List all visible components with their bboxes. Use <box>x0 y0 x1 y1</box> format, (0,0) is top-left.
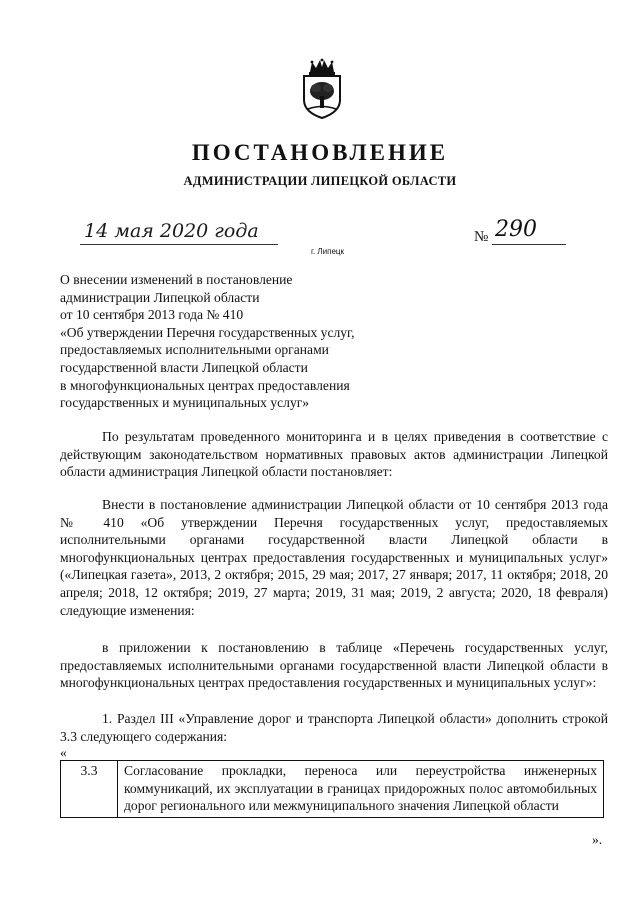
table-cell-text: Согласование прокладки, переноса или переустройства инженерных коммуникаций, их эксплуатации в границах придорожных полос автомобильных дорог регионального или межмуниципального значения Липецкой области <box>118 761 604 818</box>
opening-quote: « <box>60 745 67 760</box>
heading-line: в многофункциональных центрах предоставления <box>60 377 350 393</box>
coat-of-arms-emblem-icon <box>298 58 346 120</box>
handwritten-date: 14 мая 2020 года <box>84 220 259 242</box>
heading-line: государственных и муниципальных услуг» <box>60 395 310 411</box>
body-paragraph: По результатам проведенного мониторинга и в целях приведения в соответствие с действующим законодательством нормативных правовых актов администрации Липецкой области администрация Липецкой области постановляет: <box>60 429 608 480</box>
body-paragraph: в приложении к постановлению в таблице «Перечень государственных услуг, предоставляемых исполнительными органами государственной власти Липецкой области в многофункциональных центрах предоставления государственных и муниципальных услуг»: <box>60 640 608 691</box>
city-label: г. Липецк <box>311 247 344 256</box>
heading-line: администрации Липецкой области <box>60 289 260 305</box>
closing-quote: ». <box>592 832 603 847</box>
services-table <box>60 760 604 818</box>
heading-line: от 10 сентября 2013 года № 410 <box>60 307 244 323</box>
heading-line: государственной власти Липецкой области <box>60 359 308 375</box>
heading-line: «Об утверждении Перечня государственных услуг, <box>60 324 355 340</box>
number-label: № <box>474 229 489 245</box>
document-title: ПОСТАНОВЛЕНИЕ <box>191 140 449 165</box>
handwritten-number: 290 <box>495 217 537 242</box>
number-underline <box>492 244 566 245</box>
document-subtitle: АДМИНИСТРАЦИИ ЛИПЕЦКОЙ ОБЛАСТИ <box>183 174 457 188</box>
date-underline <box>80 244 278 245</box>
heading-line: предоставляемых исполнительными органами <box>60 342 329 358</box>
table-row <box>61 761 604 818</box>
body-paragraph: Внести в постановление администрации Липецкой области от 10 сентября 2013 года № 410 «Об утверждении Перечня государственных услуг, предоставляемых исполнительными органами государственной власти Липецкой области в многофункциональных центрах предоставления государственных и муниципальных услуг» («Липецкая газета», 2013, 2 октября; 2015, 29 мая; 2017, 27 января; 2017, 11 октября; 2018, 20 апреля; 2018, 12 октября; 2019, 27 марта; 2019, 31 мая; 2019, 2 августа; 2020, 18 февраля) следующие изменения: <box>60 497 608 618</box>
heading-line: О внесении изменений в постановление <box>60 272 293 287</box>
table-cell-number: 3.3 <box>61 761 118 818</box>
body-paragraph: 1. Раздел III «Управление дорог и транспорта Липецкой области» дополнить строкой 3.3 следующего содержания: <box>60 711 608 744</box>
resolution-heading <box>60 271 420 412</box>
